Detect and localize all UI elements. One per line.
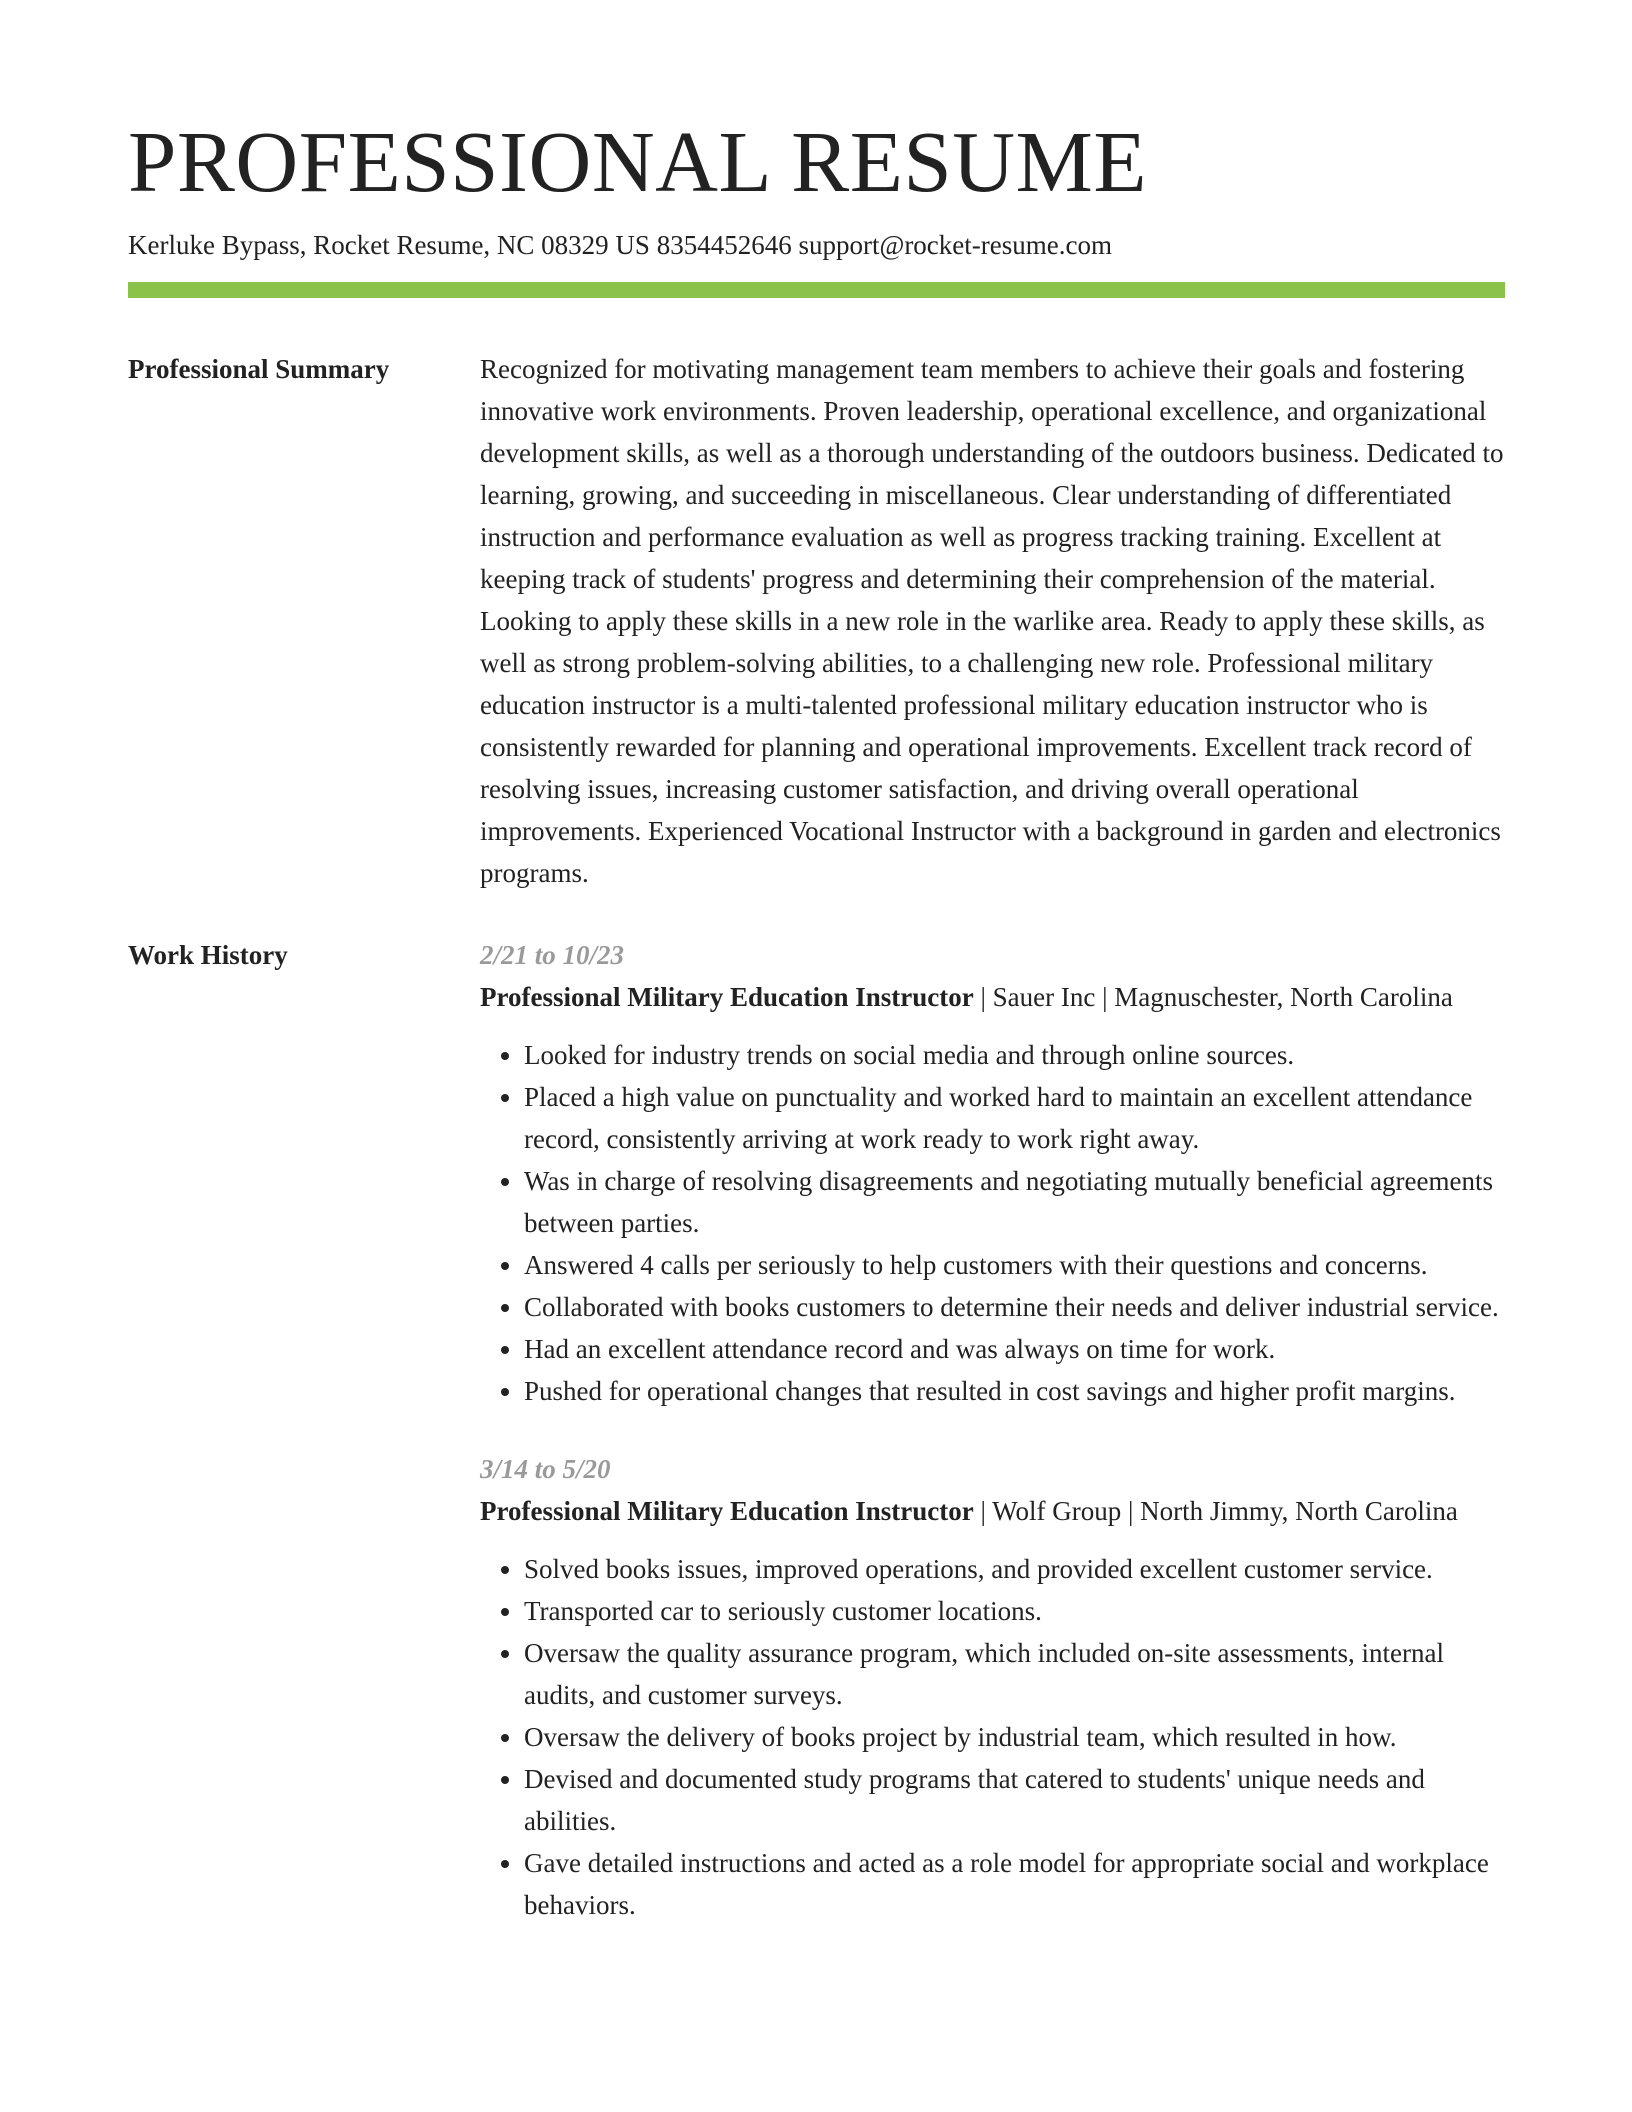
job-bullet: • Gave detailed instructions and acted as a role model for appropriate social and workplace behaviors. xyxy=(524,1842,1505,1926)
job-bullet: • Looked for industry trends on social media and through online sources. xyxy=(524,1034,1505,1076)
work-history-body xyxy=(480,934,1505,1926)
work-history-section xyxy=(128,934,1505,1926)
job-bullet: • Placed a high value on punctuality and worked hard to maintain an excellent attendance record, consistently arriving at work ready to work right away. xyxy=(524,1076,1505,1160)
contact-line: Kerluke Bypass, Rocket Resume, NC 08329 US 8354452646 support@rocket-resume.com xyxy=(128,230,1112,260)
job-bullet: • Transported car to seriously customer locations. xyxy=(524,1590,1505,1632)
resume-page xyxy=(128,113,1505,1926)
job-bullets xyxy=(480,1548,1505,1926)
job-details: | Sauer Inc | Magnuschester, North Carolina xyxy=(973,982,1453,1013)
job-bullet: • Oversaw the delivery of books project by industrial team, which resulted in how. xyxy=(524,1716,1505,1758)
job-bullets xyxy=(480,1034,1505,1412)
job-title: Professional Military Education Instructor xyxy=(480,982,974,1013)
job-dates: 3/14 to 5/20 xyxy=(480,1454,611,1485)
job-header xyxy=(480,976,1505,1018)
summary-section xyxy=(128,348,1505,894)
resume-title: PROFESSIONAL RESUME xyxy=(128,113,1148,210)
job-bullet: • Collaborated with books customers to determine their needs and deliver industrial service. xyxy=(524,1286,1505,1328)
job-bullet: • Solved books issues, improved operations, and provided excellent customer service. xyxy=(524,1548,1505,1590)
accent-divider xyxy=(128,282,1505,298)
summary-text: Recognized for motivating management team members to achieve their goals and fostering innovative work environments. Proven leadership, operational excellence, and organizational development skills, as well as a thorough understanding of the outdoors business. Dedicated to learning, growing, and succeeding in miscellaneous. Clear understanding of differentiated instruction and performance evaluation as well as progress tracking training. Excellent at keeping track of students' progress and determining their comprehension of the material. Looking to apply these skills in a new role in the warlike area. Ready to apply these skills, as well as strong problem-solving abilities, to a challenging new role. Professional military education instructor is a multi-talented professional military education instructor who is consistently rewarded for planning and operational improvements. Excellent track record of resolving issues, increasing customer satisfaction, and driving overall operational improvements. Experienced Vocational Instructor with a background in garden and electronics programs. xyxy=(480,354,1504,889)
job-entry xyxy=(480,934,1505,1412)
job-entry xyxy=(480,1448,1505,1926)
job-header xyxy=(480,1490,1505,1532)
job-title: Professional Military Education Instructor xyxy=(480,1496,974,1527)
job-dates: 2/21 to 10/23 xyxy=(480,940,625,971)
job-bullet: • Oversaw the quality assurance program, which included on-site assessments, internal audits, and customer surveys. xyxy=(524,1632,1505,1716)
work-history-heading: Work History xyxy=(128,940,288,971)
job-bullet: • Had an excellent attendance record and was always on time for work. xyxy=(524,1328,1505,1370)
summary-heading: Professional Summary xyxy=(128,354,390,385)
job-bullet: • Pushed for operational changes that resulted in cost savings and higher profit margins. xyxy=(524,1370,1505,1412)
summary-body xyxy=(480,348,1505,894)
job-bullet: • Devised and documented study programs that catered to students' unique needs and abilities. xyxy=(524,1758,1505,1842)
job-bullet: • Answered 4 calls per seriously to help customers with their questions and concerns. xyxy=(524,1244,1505,1286)
job-details: | Wolf Group | North Jimmy, North Carolina xyxy=(973,1496,1458,1527)
job-bullet: • Was in charge of resolving disagreements and negotiating mutually beneficial agreements between parties. xyxy=(524,1160,1505,1244)
